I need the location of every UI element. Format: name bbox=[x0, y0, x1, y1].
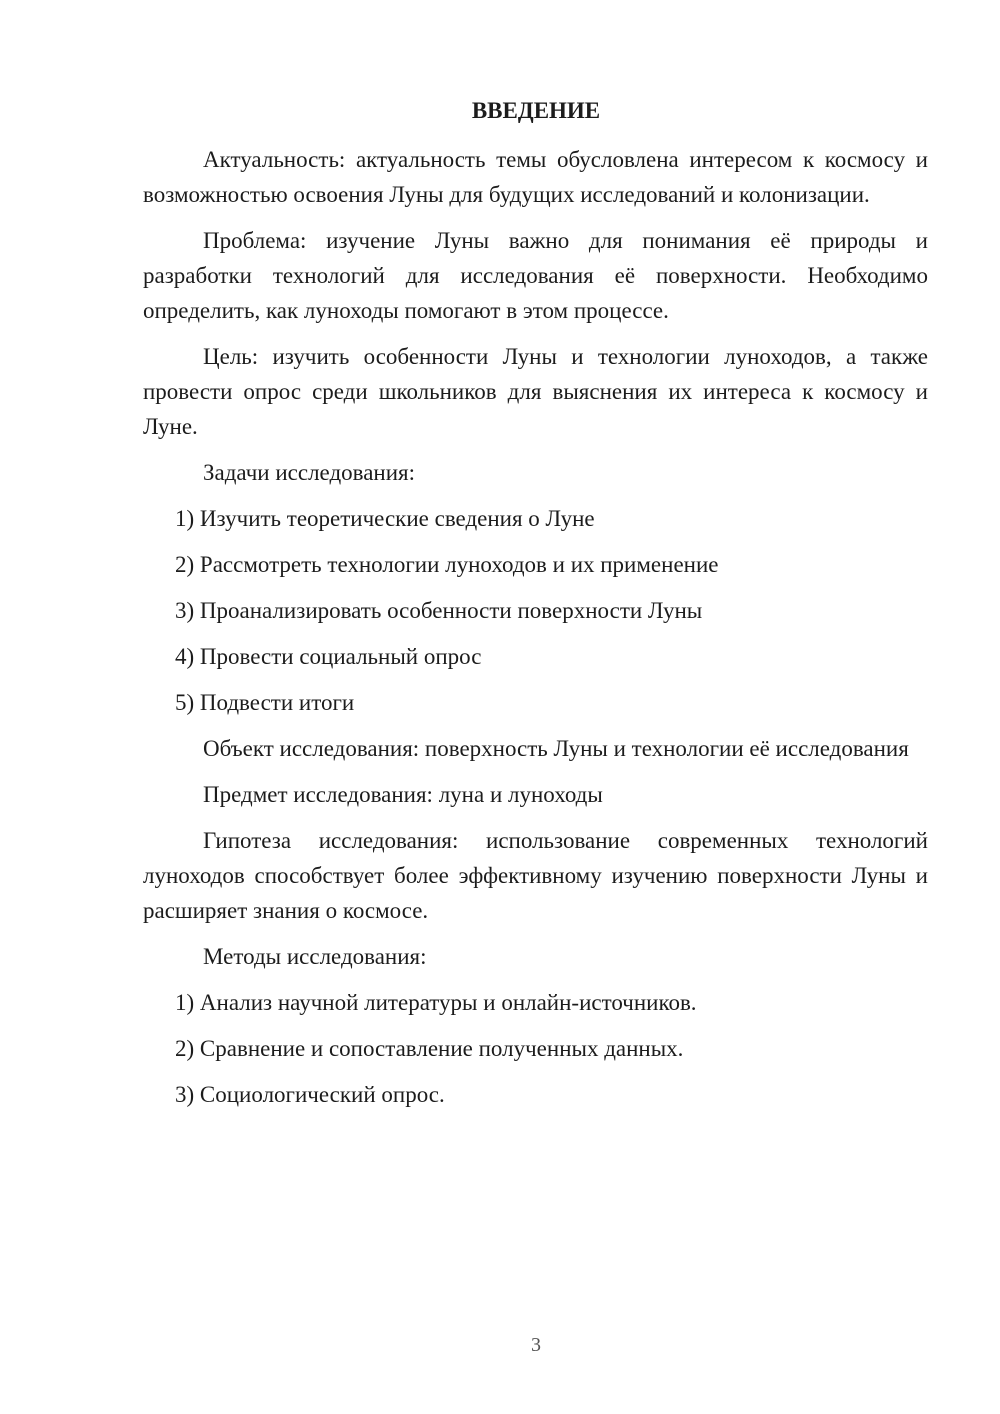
page-body bbox=[143, 142, 928, 1123]
task-item: 3) Проанализировать особенности поверхности Луны bbox=[175, 598, 703, 623]
task-item: 1) Изучить теоретические сведения о Луне bbox=[175, 506, 595, 531]
paragraph-object: Объект исследования: поверхность Луны и технологии её исследования bbox=[203, 736, 909, 761]
paragraph-problem: Проблема: изучение Луны важно для понимания её природы и разработки технологий для исследования её поверхности. Необходимо определить, как луноходы помогают в этом процессе. bbox=[143, 228, 928, 323]
method-item: 3) Социологический опрос. bbox=[175, 1082, 445, 1107]
paragraph-goal: Цель: изучить особенности Луны и технологии луноходов, а также провести опрос среди школьников для выяснения их интереса к космосу и Луне. bbox=[143, 344, 928, 439]
method-item: 2) Сравнение и сопоставление полученных данных. bbox=[175, 1036, 684, 1061]
paragraph-hypothesis: Гипотеза исследования: использование современных технологий луноходов способствует более эффективному изучению поверхности Луны и расширяет знания о космосе. bbox=[143, 828, 928, 923]
method-item: 1) Анализ научной литературы и онлайн-источников. bbox=[175, 990, 697, 1015]
tasks-heading: Задачи исследования: bbox=[203, 460, 416, 485]
task-item: 4) Провести социальный опрос bbox=[175, 644, 482, 669]
methods-heading: Методы исследования: bbox=[203, 944, 427, 969]
task-item: 5) Подвести итоги bbox=[175, 690, 355, 715]
paragraph-subject: Предмет исследования: луна и луноходы bbox=[203, 782, 603, 807]
section-heading: ВВЕДЕНИЕ bbox=[471, 98, 601, 123]
page-number: 3 bbox=[531, 1334, 541, 1356]
paragraph-relevance: Актуальность: актуальность темы обусловлена интересом к космосу и возможностью освоения Луны для будущих исследований и колонизации. bbox=[143, 147, 928, 207]
task-item: 2) Рассмотреть технологии луноходов и их применение bbox=[175, 552, 719, 577]
